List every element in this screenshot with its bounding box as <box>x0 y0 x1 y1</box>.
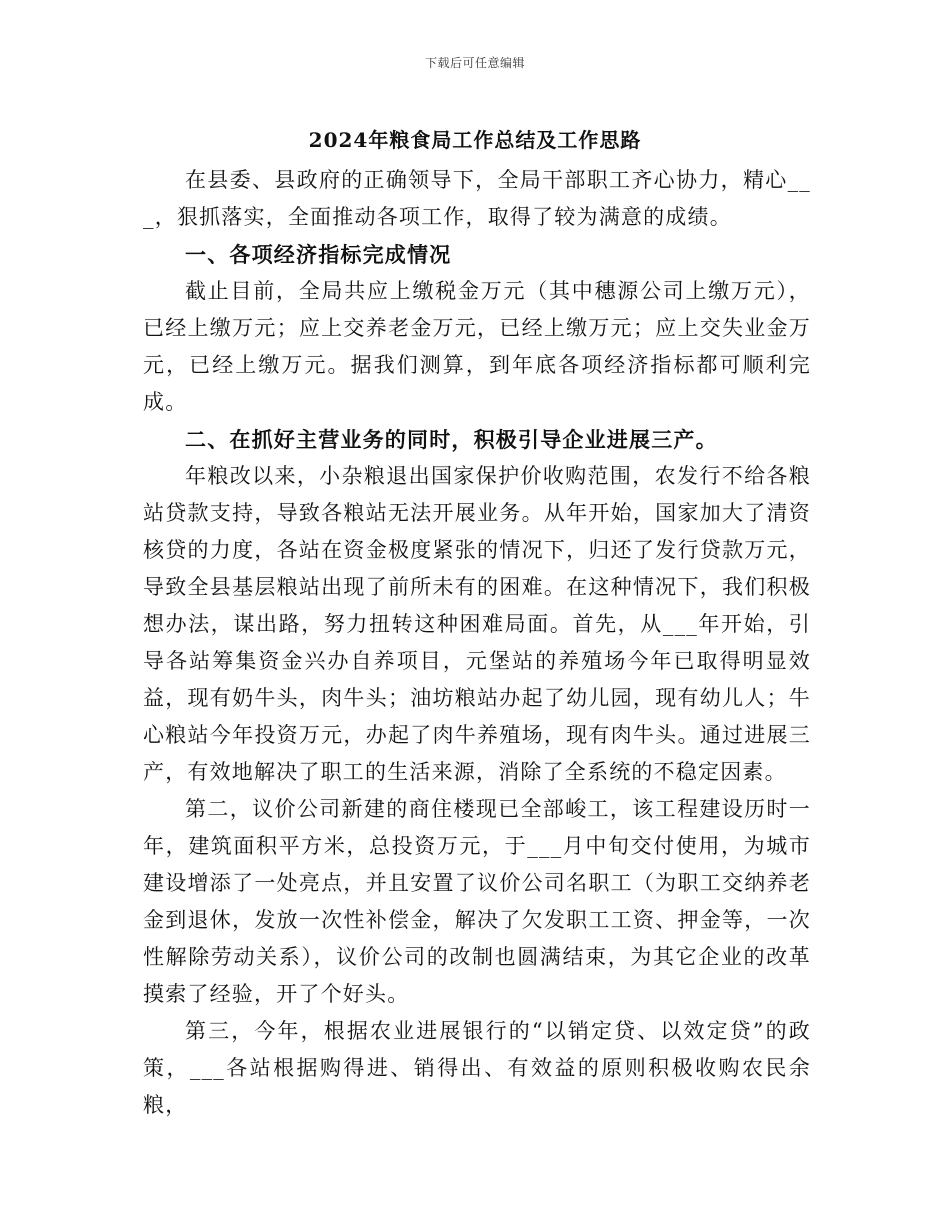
paragraph-second-point: 第二，议价公司新建的商住楼现已全部峻工，该工程建设历时一年，建筑面积平方米，总投资万元，于___月中旬交付使用，为城市建设增添了一处亮点，并且安置了议价公司名职工（为职工交纳养老金到退休，发放一次性补偿金，解决了欠发职工工资、押金等，一次性解除劳动关系），议价公司的改制也圆满结束，为其它企业的改革摸索了经验，开了个好头。 <box>143 797 811 1006</box>
paragraph-third-point: 第三，今年，根据农业进展银行的“以销定贷、以效定贷”的政策，___各站根据购得进、销得出、有效益的原则积极收购农民余粮， <box>143 1019 811 1117</box>
paragraph-intro: 在县委、县政府的正确领导下，全局干部职工齐心协力，精心___，狠抓落实，全面推动各项工作，取得了较为满意的成绩。 <box>143 168 811 229</box>
document-title: 2024年粮食局工作总结及工作思路 <box>308 128 642 152</box>
paragraph-economic-indicators: 截止目前，全局共应上缴税金万元（其中穗源公司上缴万元），已经上缴万元；应上交养老金万元，已经上缴万元；应上交失业金万元，已经上缴万元。据我们测算，到年底各项经济指标都可顺利完成。 <box>143 279 811 414</box>
header-note: 下载后可任意编辑 <box>424 56 525 70</box>
section-heading-2: 二、在抓好主营业务的同时，积极引导企业进展三产。 <box>185 427 718 452</box>
document-body <box>143 162 811 1124</box>
paragraph-tertiary-industry: 年粮改以来，小杂粮退出国家保护价收购范围，农发行不给各粮站贷款支持，导致各粮站无法开展业务。从年开始，国家加大了清资核贷的力度，各站在资金极度紧张的情况下，归还了发行贷款万元，导致全县基层粮站出现了前所未有的困难。在这种情况下，我们积极想办法，谋出路，努力扭转这种困难局面。首先，从___年开始，引导各站筹集资金兴办自养项目，元堡站的养殖场今年已取得明显效益，现有奶牛头，肉牛头；油坊粮站办起了幼儿园，现有幼儿人；牛心粮站今年投资万元，办起了肉牛养殖场，现有肉牛头。通过进展三产，有效地解决了职工的生活来源，消除了全系统的不稳定因素。 <box>143 464 811 784</box>
section-heading-1: 一、各项经济指标完成情况 <box>185 242 452 267</box>
